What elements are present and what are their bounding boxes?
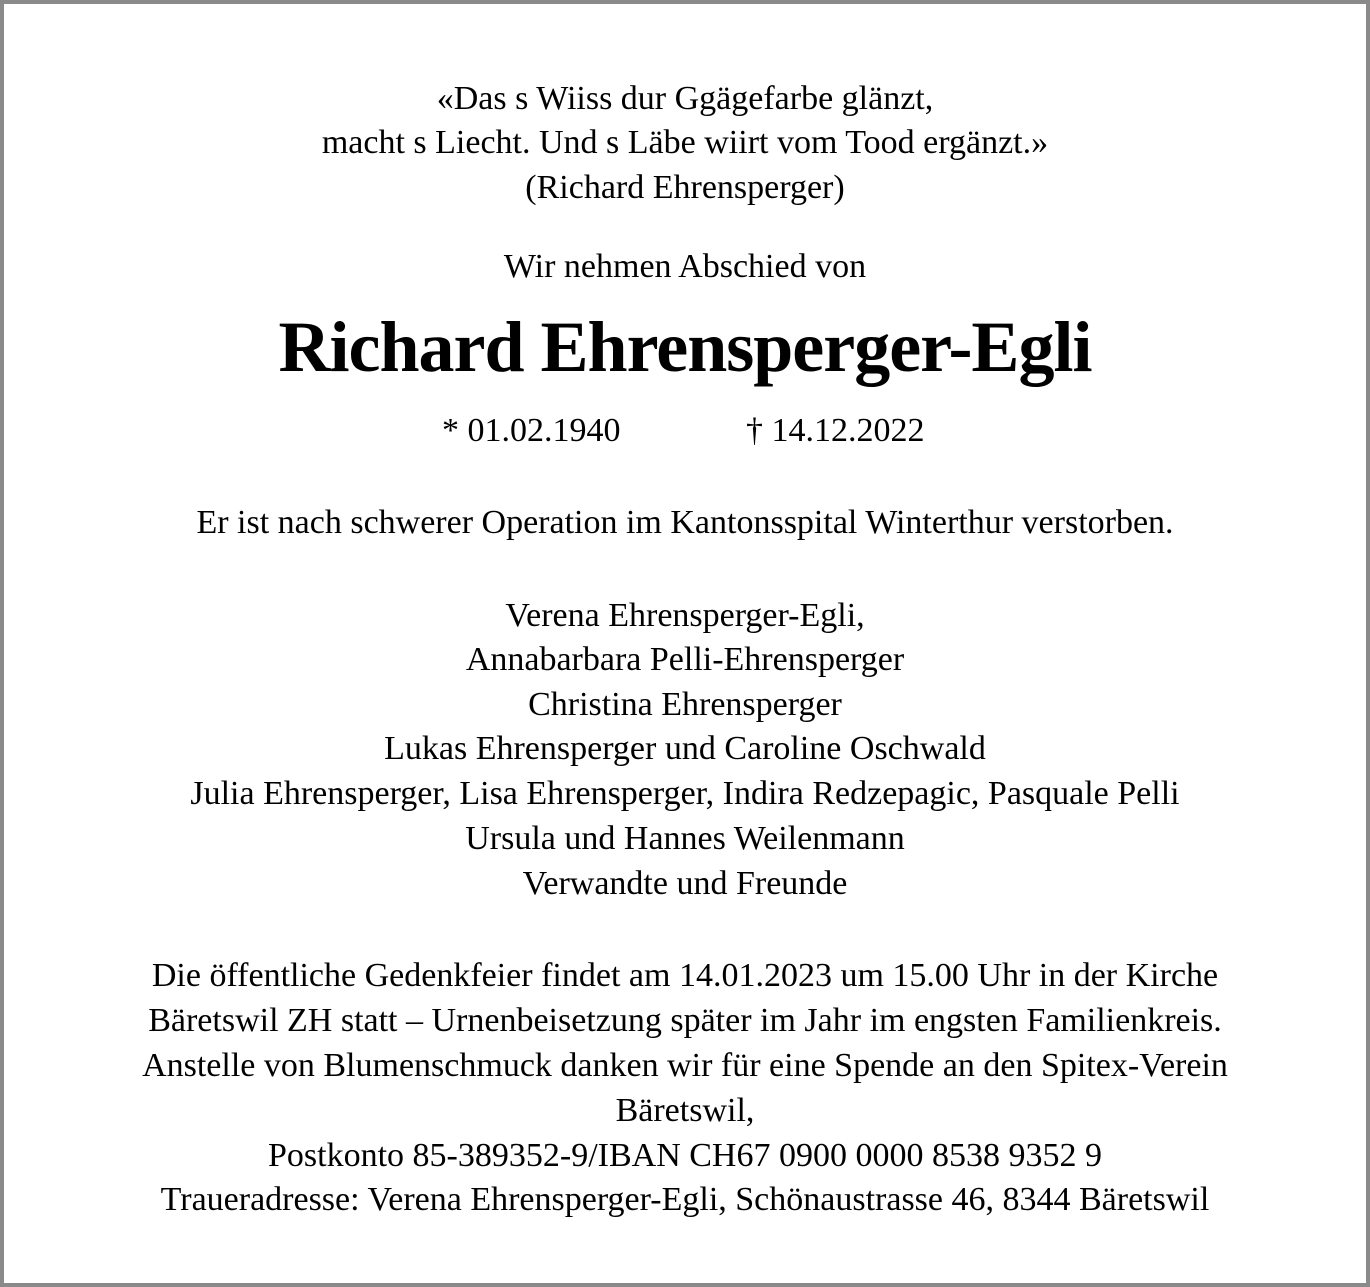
quote-line-1: «Das s Wiiss dur Ggägefarbe glänzt, <box>436 80 934 117</box>
mourner-line: Verwandte und Freunde <box>522 865 848 902</box>
mourning-address: Traueradresse: Verena Ehrensperger-Egli, Schönaustrasse 46, 8344 Bäretswil <box>160 1181 1210 1218</box>
mourner-line: Lukas Ehrensperger und Caroline Oschwald <box>384 730 986 767</box>
notice-line: Die öffentliche Gedenkfeier findet am 14.01.2023 um 15.00 Uhr in der Kirche <box>151 957 1219 994</box>
intro-text: Wir nehmen Abschied von <box>503 248 867 285</box>
death-date: † 14.12.2022 <box>746 412 925 449</box>
quote-line-2: macht s Liecht. Und s Läbe wiirt vom Tood ergänzt.» <box>321 124 1049 161</box>
mourner-line: Annabarbara Pelli-Ehrensperger <box>465 641 905 678</box>
mourner-line: Ursula und Hannes Weilenmann <box>465 820 905 857</box>
mourner-line: Julia Ehrensperger, Lisa Ehrensperger, Indira Redzepagic, Pasquale Pelli <box>190 775 1180 812</box>
notice-line: Bäretswil, <box>615 1092 755 1129</box>
postal-account: Postkonto 85-389352-9/IBAN CH67 0900 0000 8538 9352 9 <box>268 1137 1102 1174</box>
deceased-name: Richard Ehrensperger-Egli <box>278 307 1092 387</box>
birth-date: * 01.02.1940 <box>442 412 621 449</box>
mourner-line: Verena Ehrensperger-Egli, <box>505 597 865 634</box>
death-statement: Er ist nach schwerer Operation im Kantonsspital Winterthur verstorben. <box>196 504 1174 541</box>
notice-line: Anstelle von Blumenschmuck danken wir für eine Spende an den Spitex-Verein <box>142 1047 1228 1084</box>
mourner-line: Christina Ehrensperger <box>528 686 842 723</box>
quote-author: (Richard Ehrensperger) <box>525 169 845 206</box>
notice-line: Bäretswil ZH statt – Urnenbeisetzung später im Jahr im engsten Familienkreis. <box>148 1002 1222 1039</box>
life-dates <box>4 409 1366 453</box>
